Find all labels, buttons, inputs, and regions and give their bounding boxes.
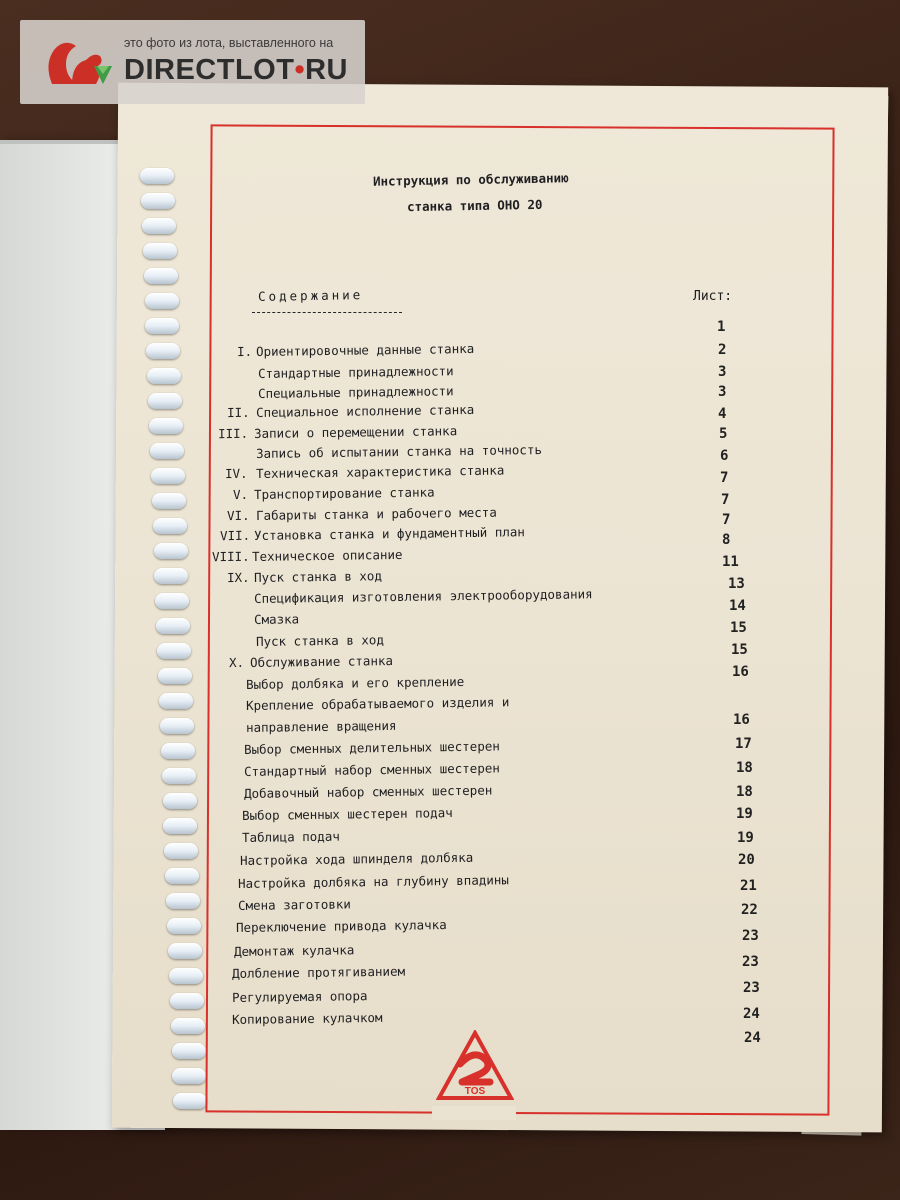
- spiral-ring: [158, 668, 192, 684]
- spiral-ring: [140, 168, 174, 184]
- entry-page-number: 6: [720, 448, 729, 464]
- spiral-ring: [167, 918, 201, 934]
- entry-title: Смена заготовки: [237, 896, 351, 913]
- entry-page-number: 7: [721, 492, 730, 508]
- watermark: [20, 20, 365, 104]
- spiral-ring: [144, 268, 178, 284]
- spiral-ring: [164, 843, 198, 859]
- contents-header-underline: [252, 312, 402, 313]
- entry-page-number: 23: [742, 954, 759, 970]
- watermark-caption: это фото из лота, выставленного на: [124, 36, 334, 50]
- spiral-ring: [154, 568, 188, 584]
- entry-title: Выбор долбяка и его крепление: [245, 673, 465, 692]
- spiral-ring: [151, 468, 185, 484]
- entry-page-number: 7: [720, 470, 729, 486]
- spiral-ring: [147, 368, 181, 384]
- logo-text: TOS: [464, 1086, 486, 1097]
- entry-page-number: 18: [736, 760, 753, 776]
- spiral-ring: [157, 643, 191, 659]
- document-title-line2: станка типа ОНО 20: [406, 196, 543, 215]
- entry-page-number: 21: [740, 878, 757, 894]
- spiral-ring: [165, 868, 199, 884]
- entry-section-number: VIII.: [212, 548, 251, 565]
- spiral-ring: [160, 718, 194, 734]
- entry-page-number: 14: [729, 598, 746, 614]
- entry-title: Настройка долбяка на глубину впадины: [237, 872, 510, 891]
- watermark-dot: •: [294, 54, 306, 86]
- entry-page-number: 17: [735, 736, 752, 752]
- spiral-ring: [149, 418, 183, 434]
- entry-section-number: X.: [228, 654, 245, 671]
- contents-header: Содержание: [257, 287, 364, 304]
- spiral-ring: [169, 968, 203, 984]
- entry-page-number: 20: [738, 852, 755, 868]
- spiral-ring: [162, 768, 196, 784]
- entry-page-number: 4: [718, 406, 727, 422]
- entry-title: Транспортирование станка: [253, 484, 435, 502]
- entry-title: Выбор сменных делительных шестерен: [243, 738, 500, 757]
- entry-page-number: 15: [731, 642, 748, 658]
- entry-title: Таблица подач: [241, 828, 340, 845]
- spiral-ring: [163, 818, 197, 834]
- spiral-binding: [140, 168, 180, 1118]
- entry-title: Стандартные принадлежности: [257, 363, 454, 381]
- spiral-ring: [150, 443, 184, 459]
- entry-title: Выбор сменных шестерен подач: [241, 805, 453, 823]
- spiral-ring: [155, 593, 189, 609]
- entry-section-number: IX.: [227, 569, 251, 586]
- entry-title: Пуск станка в ход: [253, 568, 383, 585]
- spiral-ring: [163, 793, 197, 809]
- first-page-number: 1: [717, 319, 726, 335]
- spiral-ring: [146, 343, 180, 359]
- entry-page-number: 18: [736, 784, 753, 800]
- spiral-ring: [166, 893, 200, 909]
- spiral-ring: [148, 393, 182, 409]
- spiral-ring: [171, 1018, 205, 1034]
- spiral-ring: [161, 743, 195, 759]
- entry-title: Долбление протягиванием: [231, 963, 406, 981]
- entry-title: Демонтаж кулачка: [233, 942, 355, 959]
- entry-title: Специальные принадлежности: [257, 383, 454, 401]
- entry-section-number: III.: [217, 425, 249, 442]
- spiral-ring: [143, 243, 177, 259]
- entry-page-number: 16: [732, 664, 749, 680]
- spiral-ring: [141, 193, 175, 209]
- entry-title: Ориентировочные данные станка: [255, 340, 475, 359]
- entry-page-number: 5: [719, 426, 728, 442]
- entry-title: Переключение привода кулачка: [235, 917, 447, 935]
- entry-page-number: 19: [736, 806, 753, 822]
- spiral-ring: [152, 493, 186, 509]
- entry-page-number: 22: [741, 902, 758, 918]
- entry-page-number: 8: [722, 532, 731, 548]
- spiral-ring: [154, 543, 188, 559]
- watermark-brand: [124, 54, 348, 87]
- entry-title: Установка станка и фундаментный план: [253, 524, 526, 543]
- entry-section-number: IV.: [225, 465, 249, 482]
- spiral-ring: [159, 693, 193, 709]
- entry-page-number: 23: [743, 980, 760, 996]
- entry-page-number: 16: [733, 712, 750, 728]
- spiral-ring: [145, 293, 179, 309]
- entry-page-number: 3: [718, 384, 727, 400]
- document-title-line1: Инструкция по обслуживанию: [372, 170, 569, 189]
- entry-title: Техническое описание: [251, 546, 403, 564]
- spiral-ring: [156, 618, 190, 634]
- watermark-brand-name: DIRECTLOT: [124, 54, 295, 86]
- entry-section-number: I.: [236, 343, 253, 360]
- entry-section-number: II.: [227, 404, 251, 421]
- spiral-ring: [170, 993, 204, 1009]
- entry-page-number: 15: [730, 620, 747, 636]
- entry-title: Регулируемая опора: [231, 988, 368, 1005]
- spiral-ring: [142, 218, 176, 234]
- entry-title: Запись об испытании станка на точность: [255, 442, 543, 461]
- entry-section-number: V.: [232, 486, 249, 503]
- entry-title: Техническая характеристика станка: [255, 462, 505, 481]
- spiral-ring: [153, 518, 187, 534]
- entry-section-number: VII.: [219, 527, 251, 544]
- spiral-ring: [145, 318, 179, 334]
- entry-title: Настройка хода шпинделя долбяка: [239, 849, 474, 868]
- entry-title: Спецификация изготовления электрооборудования: [253, 586, 593, 606]
- entry-title: Копирование кулачком: [231, 1009, 383, 1027]
- entry-title: Габариты станка и рабочего места: [255, 504, 497, 523]
- entry-title: Стандартный набор сменных шестерен: [243, 760, 500, 779]
- entry-page-number: 13: [728, 576, 745, 592]
- entry-page-number: 23: [742, 928, 759, 944]
- entry-title: Записи о перемещении станка: [253, 423, 458, 441]
- entry-title: Крепление обрабатываемого изделия и: [245, 694, 510, 713]
- spiral-ring: [172, 1068, 206, 1084]
- squirrel-logo-icon: [42, 34, 120, 92]
- entry-page-number: 3: [718, 364, 727, 380]
- spiral-ring: [173, 1093, 207, 1109]
- entry-page-number: 11: [722, 554, 739, 570]
- entry-title: Добавочный набор сменных шестерен: [243, 782, 493, 801]
- entry-title: Обслуживание станка: [249, 653, 394, 670]
- spiral-ring: [172, 1043, 206, 1059]
- watermark-tld: RU: [305, 54, 348, 86]
- entry-section-number: VI.: [227, 507, 251, 524]
- entry-page-number: 7: [722, 512, 731, 528]
- entry-page-number: 24: [744, 1030, 761, 1046]
- tos-logo-icon: [436, 1030, 514, 1104]
- entry-page-number: 2: [718, 342, 727, 358]
- entry-page-number: 19: [737, 830, 754, 846]
- spiral-ring: [168, 943, 202, 959]
- entry-title: направление вращения: [245, 717, 397, 735]
- entry-title: Специальное исполнение станка: [255, 401, 475, 420]
- entry-title: Пуск станка в ход: [255, 632, 385, 649]
- entry-title: Смазка: [253, 611, 300, 627]
- sheet-column-header: Лист:: [693, 289, 733, 304]
- frame-logo-gap: [432, 1106, 516, 1120]
- entry-page-number: 24: [743, 1006, 760, 1022]
